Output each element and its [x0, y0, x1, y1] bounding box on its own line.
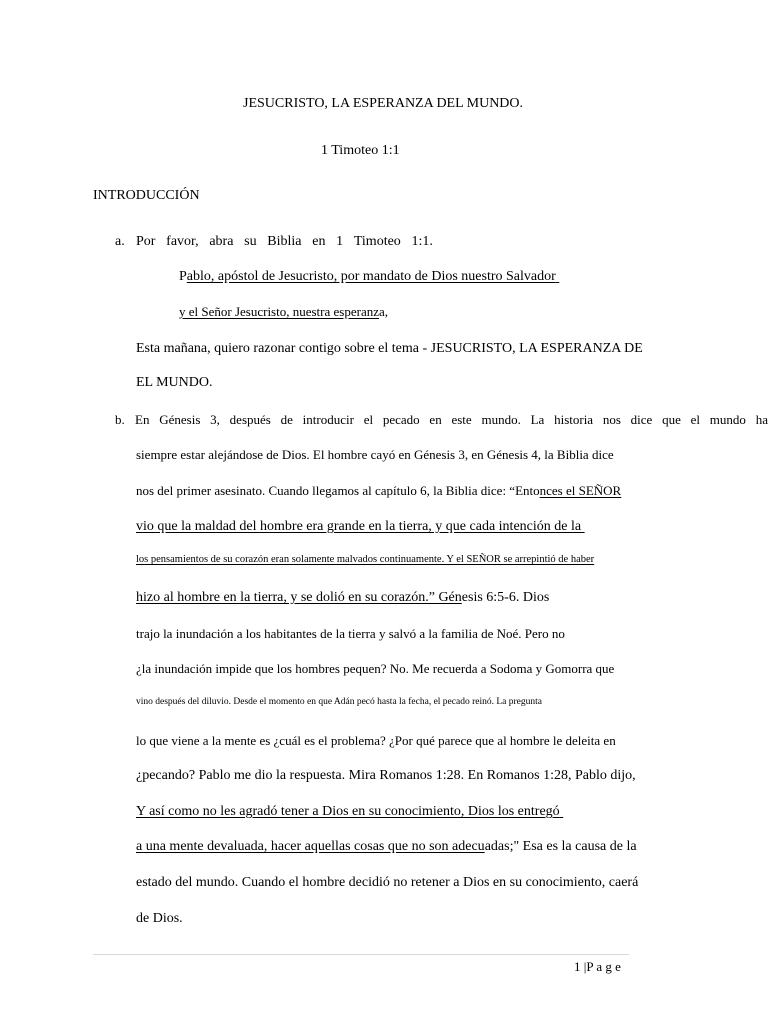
word: favor,	[166, 234, 199, 249]
word: el	[363, 412, 374, 427]
word: el	[690, 412, 701, 427]
word: que	[662, 412, 681, 427]
scripture-quote-line: los pensamientos de su corazón eran solamente malvados continuamente. Y el SEÑOR se arrepintió de haber	[136, 554, 595, 565]
word: mundo	[709, 412, 746, 427]
word: de	[280, 412, 293, 427]
underline-trail	[581, 520, 617, 534]
paragraph-line: Esta mañana, quiero razonar contigo sobre el tema - JESUCRISTO, LA ESPERANZA DE	[136, 341, 643, 356]
scripture-quote-line	[136, 840, 637, 854]
section-heading: INTRODUCCIÓN	[93, 188, 200, 203]
paragraph-line: ¿pecando? Pablo me dio la respuesta. Mira Romanos 1:28. En Romanos 1:28, Pablo dijo,	[136, 768, 636, 783]
quote-text-underlined: a una mente devaluada, hacer aquellas cosas que no son adecu	[136, 839, 485, 854]
scripture-reference: 1 Timoteo 1:1	[321, 143, 400, 158]
paragraph-line: vino después del diluvio. Desde el momento en que Adán pecó hasta la fecha, el pecado reinó. La pregunta	[136, 697, 542, 707]
text: esis 6:5-6. Dios	[461, 590, 550, 605]
word: pecado	[382, 412, 420, 427]
paragraph-line: EL MUNDO.	[136, 375, 213, 390]
text-underlined: nces el SEÑOR	[539, 483, 622, 498]
item-a-first-line	[136, 235, 433, 249]
underline-trail	[556, 270, 600, 284]
word: después	[229, 412, 271, 427]
quote-text: a,	[379, 304, 389, 319]
word: en	[429, 412, 442, 427]
word: su	[244, 234, 257, 249]
paragraph-line: ¿la inundación impide que los hombres pequen? No. Me recuerda a Sodoma y Gomorra que	[136, 661, 615, 676]
word: En	[135, 412, 150, 427]
word: nos	[602, 412, 621, 427]
word: Por	[136, 234, 156, 249]
text: adas;" Esa es la causa de la	[484, 839, 637, 854]
quote-text-underlined: vio que la maldad del hombre era grande en la tierra, y que cada intención de la	[136, 519, 582, 534]
word: mundo.	[481, 412, 521, 427]
document-title: JESUCRISTO, LA ESPERANZA DEL MUNDO.	[243, 96, 524, 111]
paragraph-line: de Dios.	[136, 911, 183, 926]
scripture-quote-line	[136, 591, 549, 605]
paragraph-line: estado del mundo. Cuando el hombre decidió no retener a Dios en su conocimiento, caerá	[136, 875, 639, 890]
scripture-quote-line	[136, 520, 617, 534]
scripture-quote-line	[179, 270, 600, 284]
word: Génesis	[159, 412, 201, 427]
word: ha	[755, 412, 768, 427]
quote-text-underlined: y el Señor Jesucristo, nuestra esperanz	[179, 304, 379, 319]
word: en	[312, 234, 326, 249]
list-marker-b: b.	[115, 412, 125, 427]
list-marker-a: a.	[115, 234, 125, 249]
scripture-quote-line	[179, 305, 388, 318]
word: Timoteo	[353, 234, 401, 249]
item-b-first-line	[135, 413, 768, 426]
word: 3,	[210, 412, 220, 427]
paragraph-line: siempre estar alejándose de Dios. El hombre cayó en Génesis 3, en Génesis 4, la Biblia dice	[136, 447, 614, 462]
text: nos del primer asesinato. Cuando llegamos al capítulo 6, la Biblia dice: “Ento	[136, 483, 540, 498]
word: este	[451, 412, 472, 427]
paragraph-line	[136, 484, 621, 497]
word: abra	[209, 234, 234, 249]
word: historia	[554, 412, 594, 427]
paragraph-line: lo que viene a la mente es ¿cuál es el problema? ¿Por qué parece que al hombre le deleita en	[136, 733, 616, 748]
word: 1:1.	[411, 234, 433, 249]
underline-trail	[560, 805, 622, 819]
word: La	[530, 412, 545, 427]
scripture-quote-line	[136, 805, 622, 819]
word: Biblia	[267, 234, 302, 249]
paragraph-line: trajo la inundación a los habitantes de la tierra y salvó a la familia de Noé. Pero no	[136, 626, 565, 641]
quote-text: P	[179, 269, 187, 284]
quote-text-underlined: ablo, apóstol de Jesucristo, por mandato de Dios nuestro Salvador	[186, 269, 556, 284]
page-footer: 1 |P a g e	[574, 959, 621, 974]
quote-text-underlined: hizo al hombre en la tierra, y se dolió en su corazón.” Gén	[136, 590, 462, 605]
word: 1	[336, 234, 344, 249]
footer-divider	[93, 954, 629, 955]
quote-text-underlined: Y así como no les agradó tener a Dios en su conocimiento, Dios los entregó	[136, 804, 560, 819]
word: introducir	[302, 412, 354, 427]
word: dice	[630, 412, 653, 427]
